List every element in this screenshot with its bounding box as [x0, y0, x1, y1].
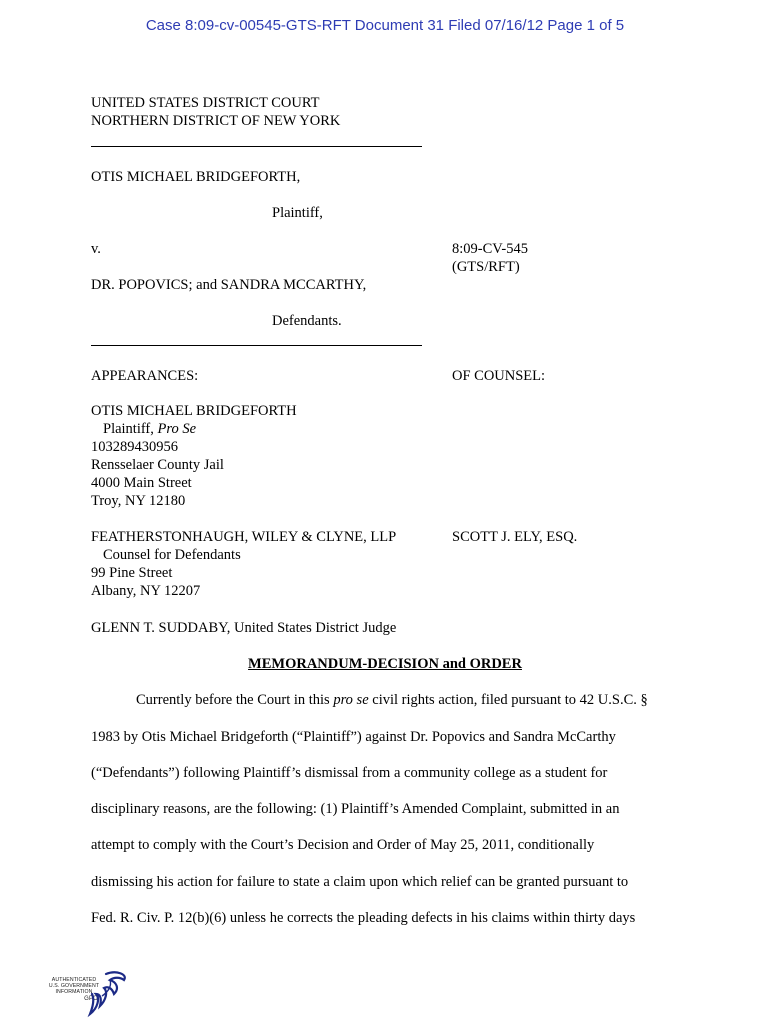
court-name-line1: UNITED STATES DISTRICT COURT	[91, 95, 320, 111]
defense-address-1: 99 Pine Street	[91, 565, 173, 581]
body-line-4: disciplinary reasons, are the following: (1) Plaintiff’s Amended Complaint, submitted in an	[91, 801, 620, 817]
body-line-1-after: civil rights action, filed pursuant to 42 U.S.C. §	[368, 692, 648, 708]
court-name-line2: NORTHERN DISTRICT OF NEW YORK	[91, 113, 341, 129]
eagle-icon	[44, 968, 134, 1018]
plaintiff-name: OTIS MICHAEL BRIDGEFORTH,	[91, 169, 301, 185]
document-title: MEMORANDUM-DECISION and ORDER	[248, 656, 522, 672]
gpo-authentication-seal	[44, 968, 134, 1018]
body-line-1-italic: pro se	[333, 692, 369, 708]
plaintiff-role: Plaintiff,	[272, 205, 323, 221]
of-counsel-name: SCOTT J. ELY, ESQ.	[452, 529, 578, 545]
plaintiff-block-name: OTIS MICHAEL BRIDGEFORTH	[91, 403, 297, 419]
plaintiff-role-prefix: Plaintiff,	[103, 421, 158, 437]
case-header-stamp: Case 8:09-cv-00545-GTS-RFT Document 31 Filed 07/16/12 Page 1 of 5	[145, 17, 625, 34]
defense-firm: FEATHERSTONHAUGH, WILEY & CLYNE, LLP	[91, 529, 397, 545]
plaintiff-address-1: Rensselaer County Jail	[91, 457, 224, 473]
case-number: 8:09-CV-545	[452, 241, 528, 257]
body-line-6: dismissing his action for failure to state a claim upon which relief can be granted pursuant to	[91, 874, 629, 890]
body-line-5: attempt to comply with the Court’s Decision and Order of May 25, 2011, conditionally	[91, 837, 595, 853]
body-line-7: Fed. R. Civ. P. 12(b)(6) unless he corrects the pleading defects in his claims within thirty days	[91, 910, 636, 926]
defendants-role: Defendants.	[272, 313, 342, 329]
gpo-seal-mark: GPO	[84, 996, 98, 1002]
body-line-3: (“Defendants”) following Plaintiff’s dismissal from a community college as a student for	[91, 765, 608, 781]
gpo-seal-line3: INFORMATION	[55, 989, 93, 995]
caption-rule-top	[91, 146, 422, 147]
versus: v.	[91, 241, 101, 257]
body-line-1-before: Currently before the Court in this	[136, 692, 334, 708]
plaintiff-address-3: Troy, NY 12180	[91, 493, 186, 509]
of-counsel-heading: OF COUNSEL:	[452, 368, 546, 384]
gpo-seal-line1: AUTHENTICATED	[51, 977, 97, 983]
plaintiff-id-number: 103289430956	[91, 439, 178, 455]
defense-role: Counsel for Defendants	[103, 547, 241, 563]
plaintiff-block-role	[103, 420, 196, 438]
judge-line: GLENN T. SUDDABY, United States District Judge	[91, 620, 397, 636]
defense-address-2: Albany, NY 12207	[91, 583, 201, 599]
body-line-1	[136, 691, 648, 709]
caption-rule-bottom	[91, 345, 422, 346]
plaintiff-address-2: 4000 Main Street	[91, 475, 192, 491]
pro-se-italic: Pro Se	[157, 421, 197, 437]
case-judges: (GTS/RFT)	[452, 259, 520, 275]
appearances-heading: APPEARANCES:	[91, 368, 199, 384]
defendants-names: DR. POPOVICS; and SANDRA MCCARTHY,	[91, 277, 367, 293]
gpo-seal-line2: U.S. GOVERNMENT	[48, 983, 100, 989]
body-line-2: 1983 by Otis Michael Bridgeforth (“Plaintiff”) against Dr. Popovics and Sandra McCarthy	[91, 729, 616, 745]
